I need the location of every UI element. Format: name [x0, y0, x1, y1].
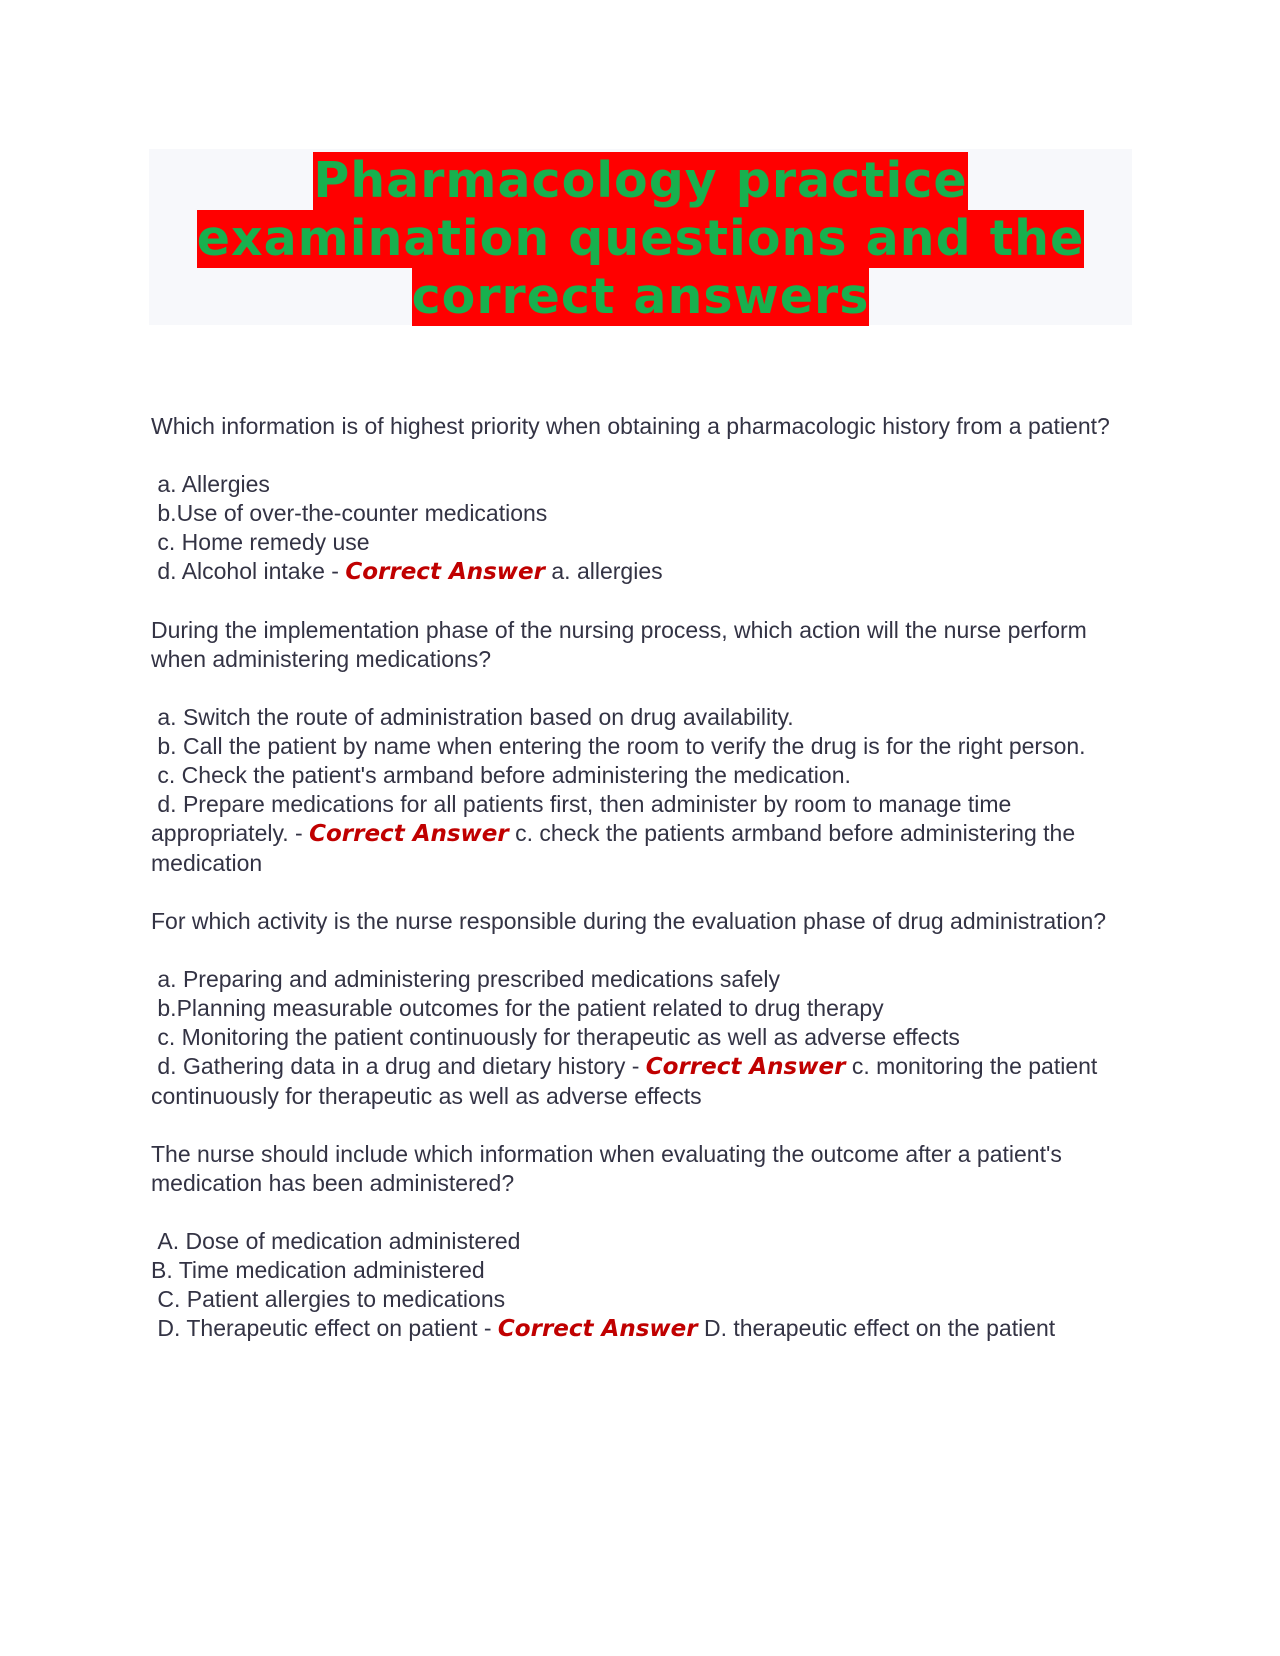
question-text: For which activity is the nurse responsible during the evaluation phase of drug administration?	[151, 908, 1107, 934]
answer-option: B. Time medication administered	[151, 1257, 485, 1283]
answer-option-last	[151, 1052, 1141, 1111]
question-text: During the implementation phase of the nursing process, which action will the nurse perform when administering medications?	[151, 617, 1087, 672]
answer-option: b. Call the patient by name when entering the room to verify the drug is for the right person.	[151, 733, 1086, 759]
answer-option: c. Monitoring the patient continuously for therapeutic as well as adverse effects	[151, 1024, 960, 1050]
answer-option: A. Dose of medication administered	[151, 1228, 521, 1254]
document-title-line-2: examination questions and the	[196, 210, 1085, 267]
answer-option-last	[151, 790, 1141, 878]
correct-answer-label: Correct Answer	[345, 559, 545, 585]
answer-option: c. Home remedy use	[151, 529, 370, 555]
document-title-line-1: Pharmacology practice	[313, 152, 968, 209]
correct-answer-label: Correct Answer	[497, 1316, 698, 1342]
answer-option: a. Switch the route of administration based on drug availability.	[151, 704, 794, 730]
correct-answer-text: c. monitoring the patient continuously for therapeutic as well as adverse effects	[151, 1053, 1104, 1109]
question-item	[151, 1140, 1141, 1344]
answer-option: c. Check the patient's armband before administering the medication.	[151, 762, 851, 788]
answer-option-last	[151, 557, 1141, 587]
question-item	[151, 412, 1141, 587]
correct-answer-text: c. check the patients armband before administering the medication	[151, 820, 1082, 876]
correct-answer-text: a. allergies	[545, 558, 663, 584]
question-text: The nurse should include which information when evaluating the outcome after a patient's medication has been administered?	[151, 1141, 1062, 1196]
document-title-line-3: correct answers	[411, 268, 870, 325]
question-item	[151, 907, 1141, 1111]
answer-option-text: d. Alcohol intake -	[151, 558, 346, 584]
answer-option-text: d. Gathering data in a drug and dietary history -	[151, 1053, 646, 1079]
answer-option: b.Use of over-the-counter medications	[151, 500, 548, 526]
answer-option: a. Preparing and administering prescribed medications safely	[151, 966, 780, 992]
question-text: Which information is of highest priority when obtaining a pharmacologic history from a patient?	[151, 413, 1110, 439]
correct-answer-text: D. therapeutic effect on the patient	[697, 1315, 1056, 1341]
question-item	[151, 616, 1141, 878]
question-list	[151, 412, 1141, 1373]
answer-option: C. Patient allergies to medications	[151, 1286, 506, 1312]
answer-option: b.Planning measurable outcomes for the patient related to drug therapy	[151, 995, 884, 1021]
correct-answer-label: Correct Answer	[645, 1054, 846, 1080]
answer-option-text: D. Therapeutic effect on patient -	[151, 1315, 498, 1341]
answer-option: a. Allergies	[151, 471, 270, 497]
document-title-box	[149, 149, 1132, 325]
answer-option-last	[151, 1314, 1141, 1344]
correct-answer-label: Correct Answer	[309, 821, 509, 847]
answer-option-text: d. Prepare medications for all patients first, then administer by room to manage time appropriately. -	[151, 791, 1018, 846]
